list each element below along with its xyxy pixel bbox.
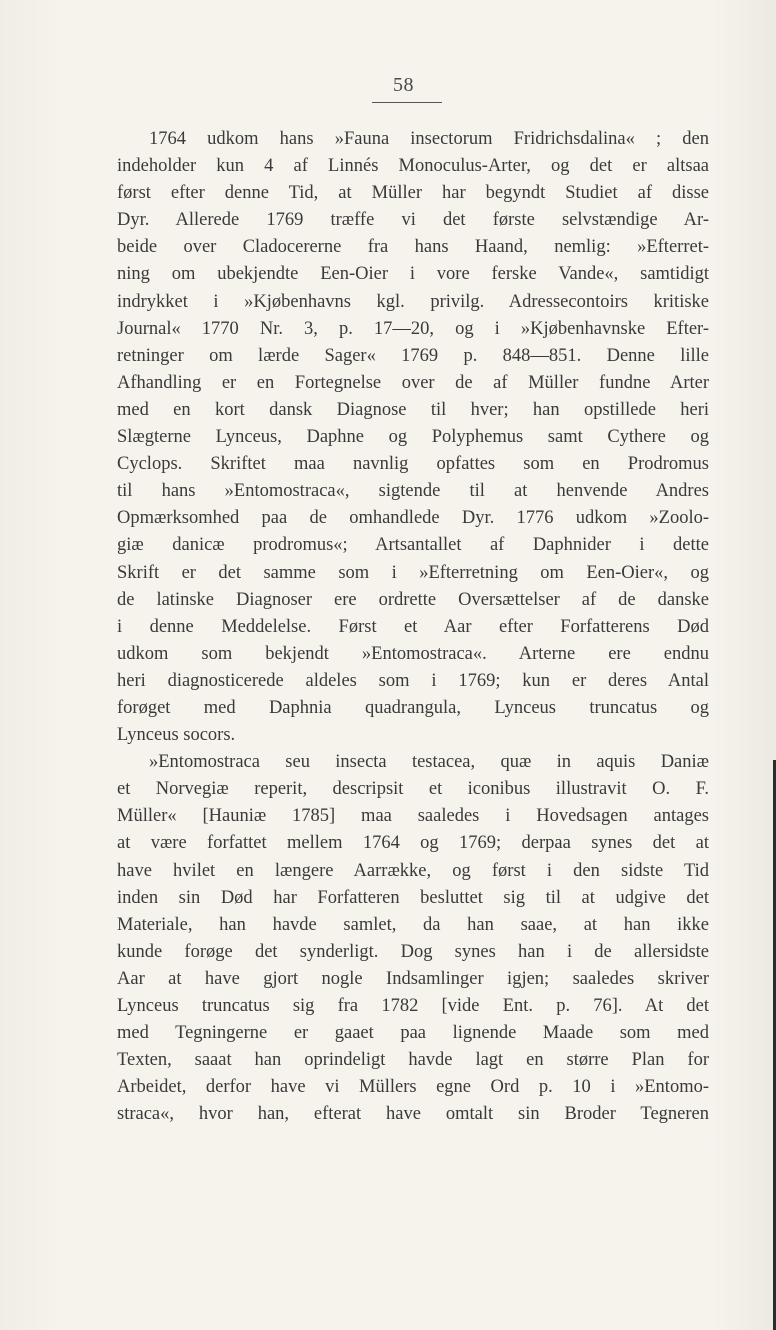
text-line: Afhandling er en Fortegnelse over de af Müller fundne Arter xyxy=(117,372,709,393)
page-number-rule xyxy=(372,102,442,103)
text-line: de latinske Diagnoser ere ordrette Oversættelser af de danske xyxy=(117,589,709,610)
text-line: ning om ubekjendte Een-Oier i vore ferske Vande«, samtidigt xyxy=(117,264,709,285)
text-line: at være forfattet mellem 1764 og 1769; derpaa synes det at xyxy=(117,833,709,854)
text-line: Arbeidet, derfor have vi Müllers egne Ord p. 10 i »Entomo- xyxy=(117,1077,709,1098)
text-line: 1764 udkom hans »Fauna insectorum Fridrichsdalina« ; den xyxy=(149,129,709,149)
body-text xyxy=(117,126,709,1128)
text-line: med en kort dansk Diagnose til hver; han opstillede heri xyxy=(117,399,709,420)
page-number: 58 xyxy=(393,74,414,96)
text-line: Lynceus truncatus sig fra 1782 [vide Ent. p. 76]. At det xyxy=(117,996,709,1016)
text-line: et Norvegiæ reperit, descripsit et iconibus illustravit O. F. xyxy=(117,779,709,800)
text-line: heri diagnosticerede aldeles som i 1769; kun er deres Antal xyxy=(117,670,709,691)
text-line: kunde forøge det synderligt. Dog synes han i de allersidste xyxy=(117,941,709,962)
text-line: Aar at have gjort nogle Indsamlinger igjen; saaledes skriver xyxy=(117,968,709,989)
text-line: »Entomostraca seu insecta testacea, quæ in aquis Daniæ xyxy=(149,752,709,773)
text-line: med Tegningerne er gaaet paa lignende Maade som med xyxy=(117,1023,709,1044)
text-line: inden sin Død har Forfatteren besluttet sig til at udgive det xyxy=(117,887,709,908)
text-line: Slægterne Lynceus, Daphne og Polyphemus samt Cythere og xyxy=(117,427,709,448)
text-line: i denne Meddelelse. Først et Aar efter Forfatterens Død xyxy=(117,616,709,637)
text-line: Materiale, han havde samlet, da han saae, at han ikke xyxy=(117,914,709,935)
text-line: retninger om lærde Sager« 1769 p. 848—851. Denne lille xyxy=(117,345,709,366)
text-line: indrykket i »Kjøbenhavns kgl. privilg. Adressecontoirs kritiske xyxy=(117,291,709,312)
text-line: beide over Cladocererne fra hans Haand, nemlig: »Efterret- xyxy=(117,237,709,258)
text-line: Skrift er det samme som i »Efterretning om Een-Oier«, og xyxy=(117,562,709,583)
text-line: til hans »Entomostraca«, sigtende til at henvende Andres xyxy=(117,481,709,502)
text-line: Journal« 1770 Nr. 3, p. 17—20, og i »Kjøbenhavnske Efter- xyxy=(117,318,709,339)
text-line: Müller« [Hauniæ 1785] maa saaledes i Hovedsagen antages xyxy=(117,806,709,827)
text-line: have hvilet en længere Aarrække, og først i den sidste Tid xyxy=(117,860,709,881)
text-line: giæ danicæ prodromus«; Artsantallet af Daphnider i dette xyxy=(117,535,709,556)
text-line: Opmærksomhed paa de omhandlede Dyr. 1776 udkom »Zoolo- xyxy=(117,508,709,529)
text-line: indeholder kun 4 af Linnés Monoculus-Arter, og det er altsaa xyxy=(117,156,709,177)
text-line: Cyclops. Skriftet maa navnlig opfattes som en Prodromus xyxy=(117,454,709,475)
text-line: Dyr. Allerede 1769 træffe vi det første selvstændige Ar- xyxy=(117,210,709,231)
text-line: forøget med Daphnia quadrangula, Lynceus truncatus og xyxy=(117,697,709,718)
text-line: først efter denne Tid, at Müller har begyndt Studiet af disse xyxy=(117,183,709,204)
text-line: udkom som bekjendt »Entomostraca«. Arterne ere endnu xyxy=(117,643,709,664)
text-line: Texten, saaat han oprindeligt havde lagt en større Plan for xyxy=(117,1050,709,1071)
text-line: straca«, hvor han, efterat have omtalt sin Broder Tegneren xyxy=(117,1104,709,1125)
text-line: Lynceus socors. xyxy=(117,725,236,746)
